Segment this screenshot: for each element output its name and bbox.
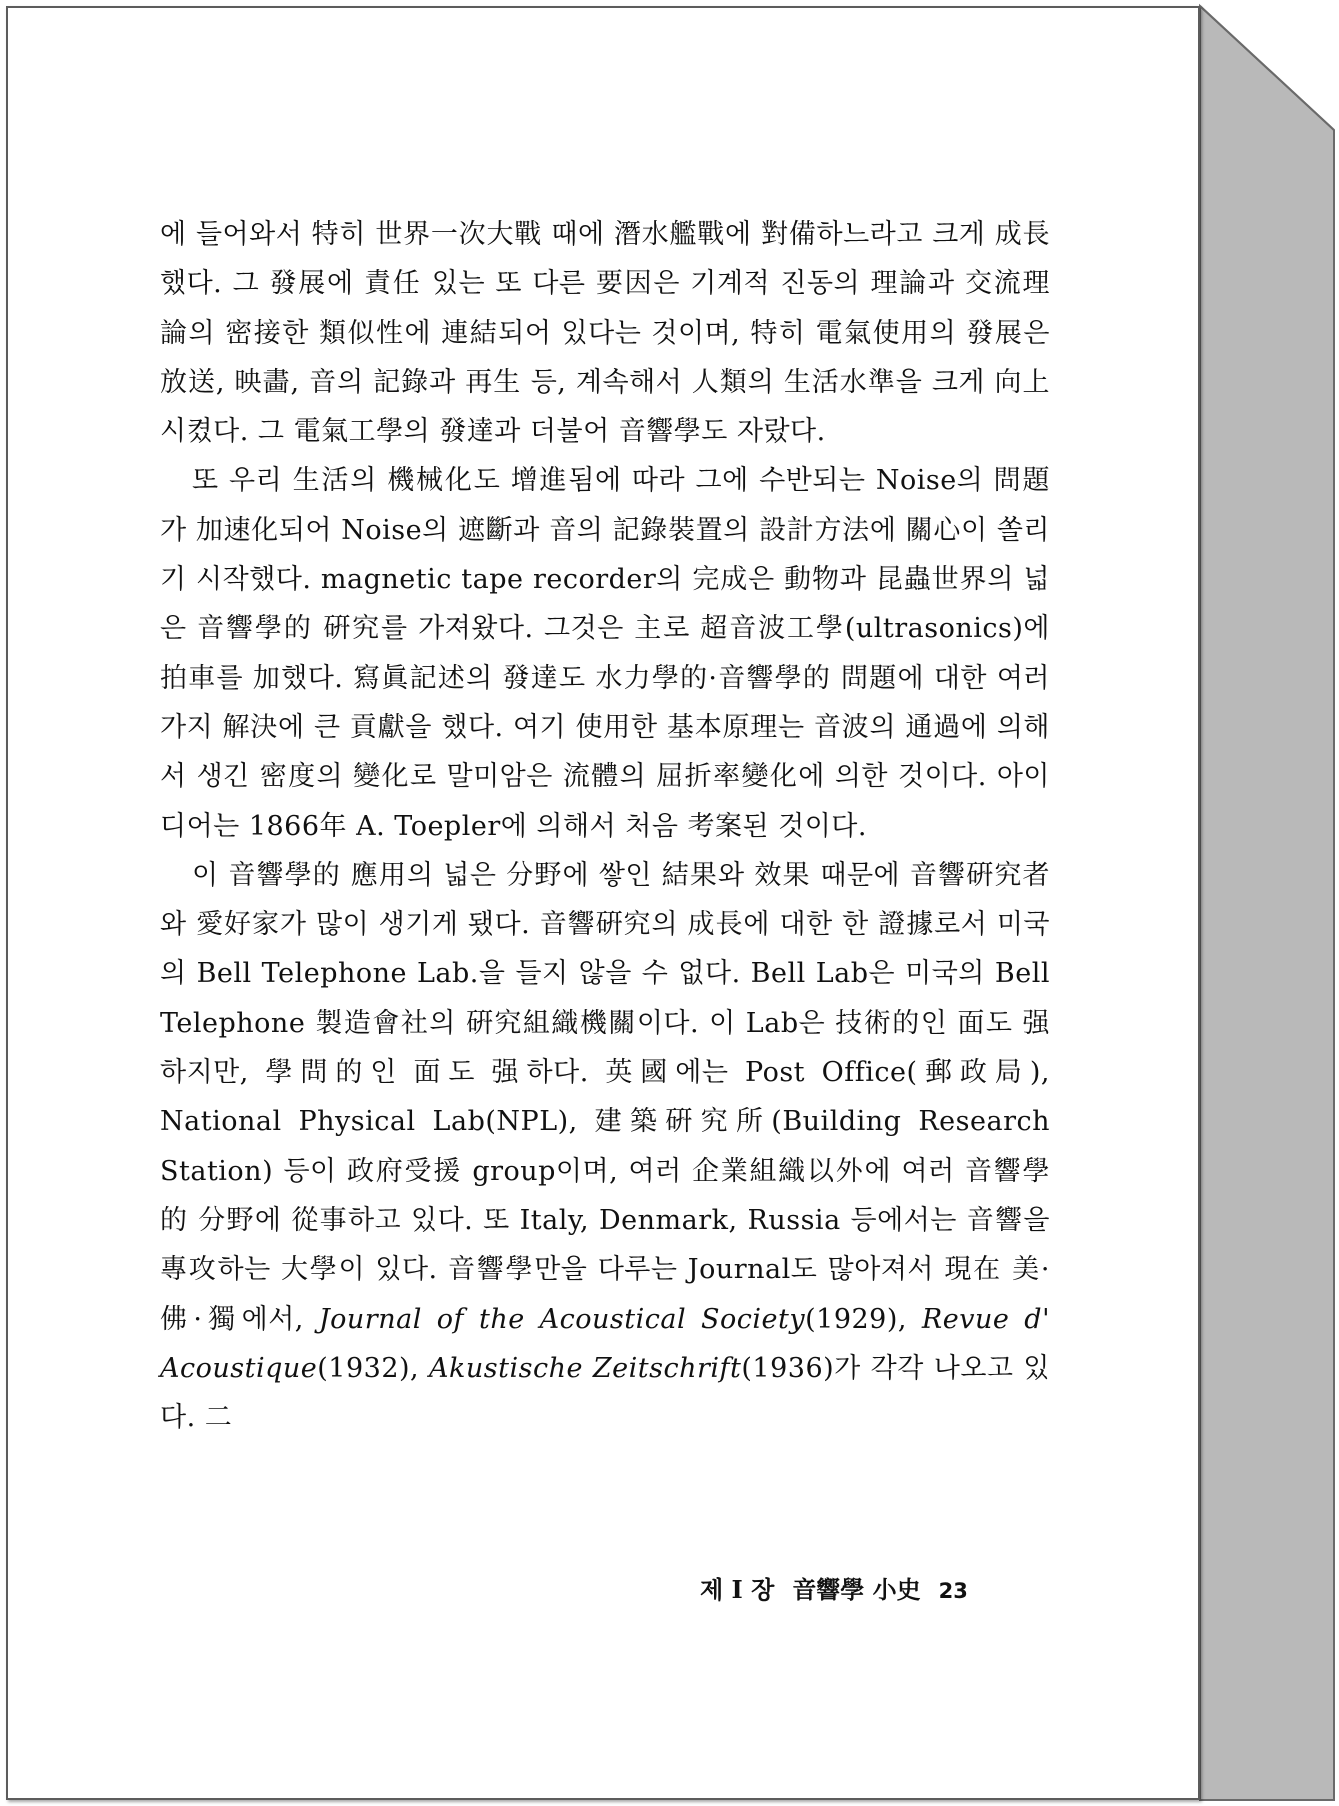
paragraph-3 xyxy=(160,851,1050,1443)
journal-name-1: Journal of the Acoustical Society xyxy=(318,1303,806,1335)
page-footer xyxy=(700,1570,1030,1605)
paragraph-1: 에 들어와서 特히 世界一次大戰 때에 潛水艦戰에 對備하느라고 크게 成長했다. 그 發展에 責任 있는 또 다른 要因은 기계적 진동의 理論과 交流理論의 密接한 類似性에 連結되어 있다는 것이며, 特히 電氣使用의 發展은 放送, 映畵, 音의 記錄과 再生 등, 계속해서 人類의 生活水準을 크게 向上시켰다. 그 電氣工學의 發達과 더불어 音響學도 자랐다. xyxy=(160,219,1050,448)
paragraph-3-text: 이 音響學的 應用의 넓은 分野에 쌓인 結果와 效果 때문에 音響硏究者와 愛好家가 많이 생기게 됐다. 音響硏究의 成長에 대한 한 證據로서 미국의 Bell Telephone Lab.을 들지 않을 수 없다. Bell Lab은 미국의 Bell Telephone 製造會社의 硏究組織機關이다. 이 Lab은 技術的인 面도 强하지만, 學問的인 面도 强하다. 英國에는 Post Office(郵政局), National Physical Lab(NPL), 建築硏究所(Building Research Station) 등이 政府受援 group이며, 여러 企業組織以外에 여러 音響學的 分野에 從事하고 있다. 또 Italy, Denmark, Russia 등에서는 音響을 專攻하는 大學이 있다. 音響學만을 다루는 Journal도 많아져서 現在 美·佛·獨에서, xyxy=(160,859,1050,1335)
paragraph-2: 또 우리 生活의 機械化도 增進됨에 따라 그에 수반되는 Noise의 問題가 加速化되어 Noise의 遮斷과 音의 記錄裝置의 設計方法에 關心이 쏠리기 시작했다. magnetic tape recorder의 完成은 動物과 昆蟲世界의 넓은 音響學的 硏究를 가져왔다. 그것은 主로 超音波工學(ultrasonics)에 拍車를 加했다. 寫眞記述의 發達도 水力學的·音響學的 問題에 대한 여러 가지 解決에 큰 貢獻을 했다. 여기 使用한 基本原理는 音波의 通過에 의해서 생긴 密度의 變化로 말미암은 流體의 屈折率變化에 의한 것이다. 아이디어는 1866年 A. Toepler에 의해서 처음 考案된 것이다. xyxy=(160,465,1050,842)
page-number: 23 xyxy=(938,1579,968,1603)
journal-name-2: Revue d' Acoustique xyxy=(160,1303,1050,1384)
journal-name-3: Akustische Zeitschrift xyxy=(429,1352,742,1384)
body-text xyxy=(160,210,1050,1442)
journal-year-2: (1932), xyxy=(317,1352,430,1384)
journal-year-3: (1936) xyxy=(741,1352,835,1384)
chapter-label: 제 I 장 xyxy=(700,1575,775,1604)
closing-text: 가 각각 나오고 있다. 二 xyxy=(160,1352,1050,1434)
journal-year-1: (1929), xyxy=(805,1303,922,1335)
chapter-title: 音響學 小史 xyxy=(792,1575,921,1604)
